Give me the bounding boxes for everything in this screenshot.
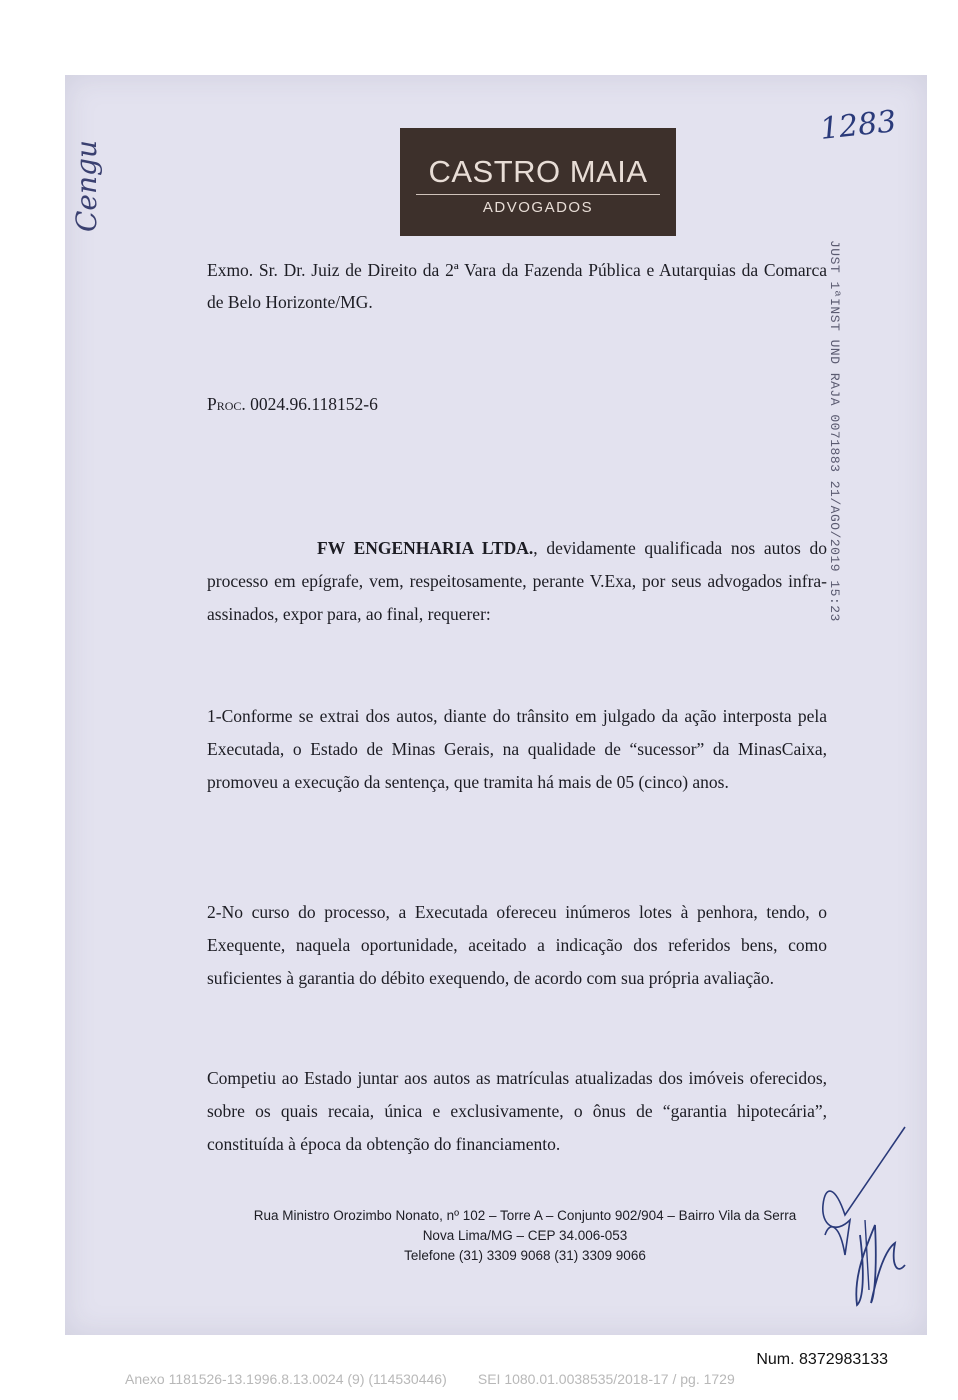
intro-text: , devidamente qualificada nos autos do processo em epígrafe, vem, respeitosamente, perante V.Exa, por seus advogados infra-assinados, expor para, ao final, requerer: — [207, 538, 828, 624]
footer-phone: Telefone (31) 3309 9068 (31) 3309 9066 — [404, 1248, 646, 1263]
firm-logo-name: CASTRO MAIA — [428, 154, 648, 189]
paragraph-2: 2-No curso do processo, a Executada ofereceu inúmeros lotes à penhora, tendo, o Exequente, naquela oportunidade, aceitado a indicação dos referidos bens, como suficientes à garantia do débito exequendo, de acordo com sua própria avaliação. — [207, 902, 827, 988]
protocol-stamp: JUST 1ªINST UND RAJA 0071883 21/AGO/2019 15:23 — [827, 240, 842, 622]
footer-city: Nova Lima/MG – CEP 34.006-053 — [422, 1228, 628, 1243]
handwritten-margin-note: Cengu — [70, 140, 103, 232]
address-line: Exmo. Sr. Dr. Juiz de Direito da 2ª Vara da Fazenda Pública e Autarquias da Comarca de Belo Horizonte/MG. — [207, 260, 827, 312]
firm-logo — [400, 128, 676, 236]
signature-scribble — [805, 1125, 915, 1315]
paragraph-3: Competiu ao Estado juntar aos autos as matrículas atualizadas dos imóveis oferecidos, sobre os quais recaia, única e exclusivamente, o ônus de “garantia hipotecária”, constituída à época da obtenção do financiamento. — [207, 1068, 827, 1154]
company-name: FW ENGENHARIA LTDA. — [317, 538, 534, 558]
firm-logo-subtitle: ADVOGADOS — [482, 199, 594, 216]
paragraph-1: 1-Conforme se extrai dos autos, diante do trânsito em julgado da ação interposta pela Executada, o Estado de Minas Gerais, na qualidade de “sucessor” da MinasCaixa, promoveu a execução da sentença, que tramita há mais de 05 (cinco) anos. — [207, 706, 827, 792]
firm-logo-rule — [416, 194, 660, 195]
handwritten-page-number: 1283 — [818, 104, 898, 147]
annex-reference: Anexo 1181526-13.1996.8.13.0024 (9) (114530446) SEI 1080.01.0038535/2018-17 / pg. 1729 — [125, 1371, 735, 1387]
footer-address: Rua Ministro Orozimbo Nonato, nº 102 – Torre A – Conjunto 902/904 – Bairro Vila da Serra — [253, 1208, 797, 1223]
process-number: Proc. 0024.96.118152-6 — [207, 394, 378, 414]
intro-paragraph — [207, 532, 827, 631]
document-number: Num. 8372983133 — [756, 1351, 888, 1368]
